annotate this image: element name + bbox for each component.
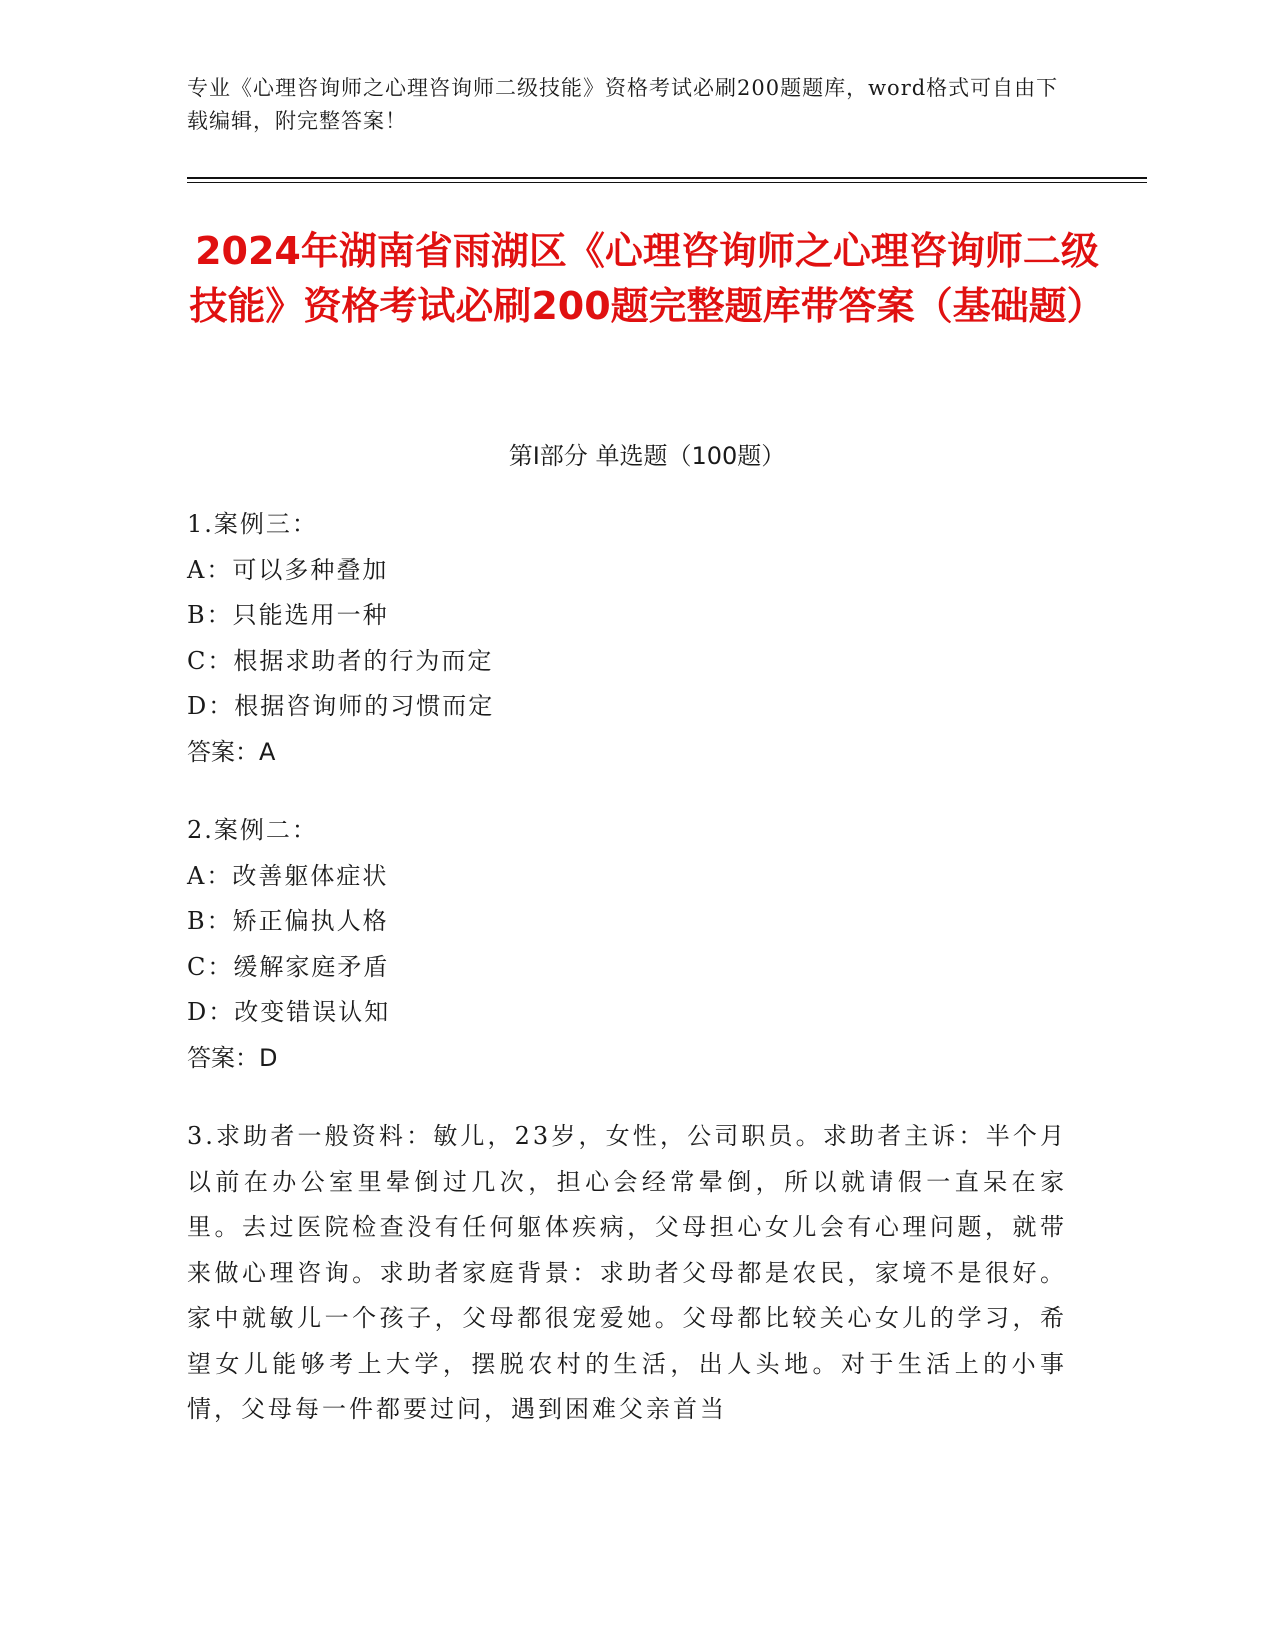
answer: 答案：A [187, 737, 276, 766]
question-2 [187, 808, 1067, 1081]
section-title: 第Ⅰ部分 单选题（100题） [508, 442, 786, 470]
option-c: C：缓解家庭矛盾 [187, 952, 390, 981]
document-title: 2024年湖南省雨湖区《心理咨询师之心理咨询师二级技能》资格考试必刷200题完整题库带答案（基础题） [189, 229, 1105, 328]
option-d: D：改变错误认知 [187, 998, 391, 1026]
question-stem: 1.案例三： [187, 510, 318, 538]
answer: 答案：D [187, 1043, 278, 1072]
header-rule-thin [187, 182, 1147, 183]
question-3 [187, 1114, 1067, 1433]
question-1 [187, 502, 1067, 775]
option-a: A：可以多种叠加 [187, 555, 389, 584]
option-c: C：根据求助者的行为而定 [187, 646, 494, 675]
option-d: D：根据咨询师的习惯而定 [187, 692, 495, 720]
header-rule-thick [187, 177, 1147, 179]
option-a: A：改善躯体症状 [187, 861, 389, 890]
option-b: B：只能选用一种 [187, 601, 389, 629]
question-stem: 2.案例二： [187, 816, 318, 844]
option-b: B：矫正偏执人格 [187, 907, 389, 935]
question-stem: 3.求助者一般资料：敏儿，23岁，女性，公司职员。求助者主诉：半个月以前在办公室里晕倒过几次，担心会经常晕倒，所以就请假一直呆在家里。去过医院检查没有任何躯体疾病，父母担心女儿会有心理问题，就带来做心理咨询。求助者家庭背景：求助者父母都是农民，家境不是很好。家中就敏儿一个孩子，父母都很宠爱她。父母都比较关心女儿的学习，希望女儿能够考上大学，摆脱农村的生活，出人头地。对于生活上的小事情，父母每一件都要过问，遇到困难父亲首当 [187, 1122, 1067, 1423]
header-note: 专业《心理咨询师之心理咨询师二级技能》资格考试必刷200题题库，word格式可自由下载编辑，附完整答案！ [187, 76, 1059, 133]
